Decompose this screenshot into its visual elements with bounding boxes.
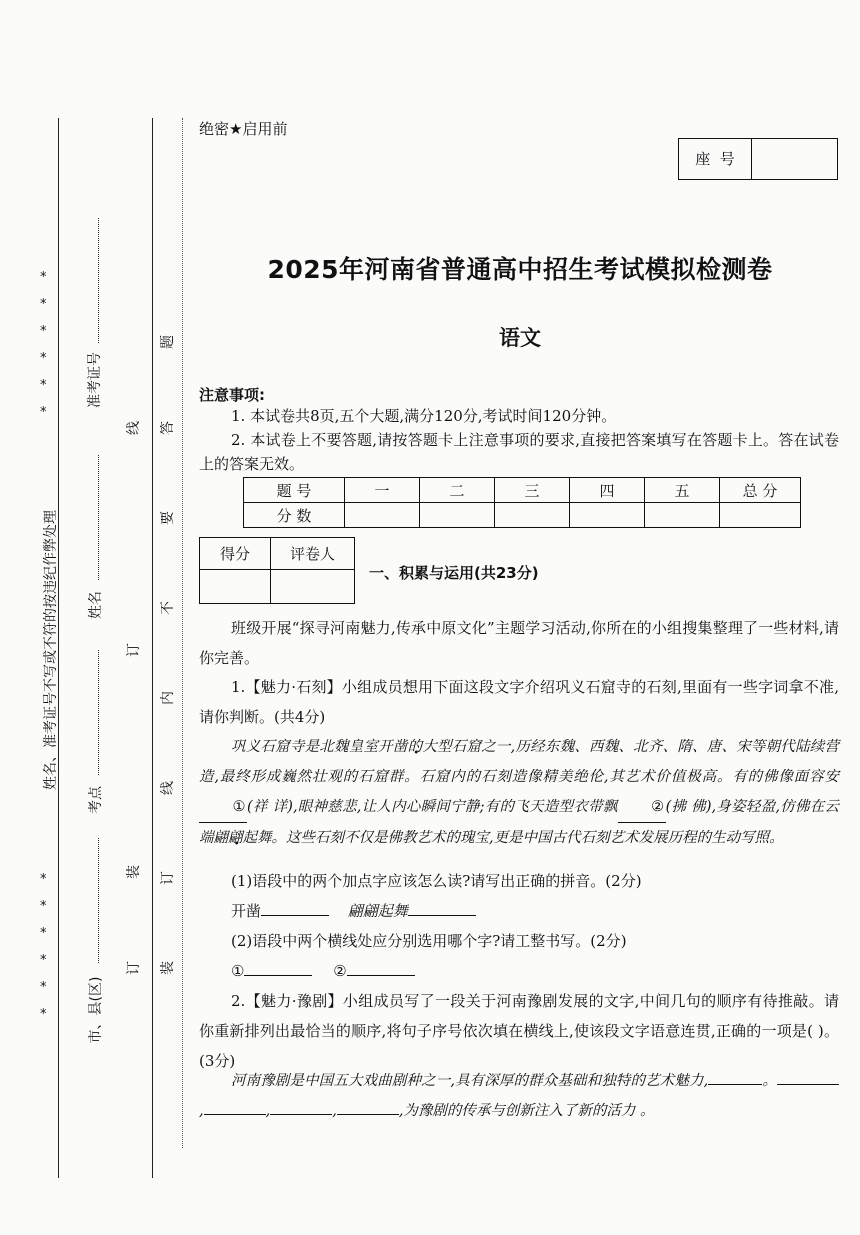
choice-1: (祥 详) bbox=[247, 799, 293, 815]
seat-number-label: 座 号 bbox=[679, 139, 752, 179]
binding-star: * bbox=[40, 405, 47, 420]
score-cell bbox=[495, 503, 570, 528]
answer-label: ① bbox=[231, 962, 245, 980]
score-cell bbox=[420, 503, 495, 528]
binding-star: * bbox=[40, 1007, 47, 1022]
binding-star: * bbox=[40, 324, 47, 339]
binding-star: * bbox=[40, 351, 47, 366]
score-cell bbox=[345, 503, 420, 528]
passage-text: 巩义石窟寺是北魏皇室开 bbox=[231, 739, 393, 755]
binding-char: 要 bbox=[160, 511, 176, 525]
binding-star: * bbox=[40, 899, 47, 914]
exam-site-line bbox=[98, 650, 99, 775]
score-table-header: 一 bbox=[345, 478, 420, 503]
passage-text: 的大型石窟之一,历经东魏、西魏、北齐、隋、唐、宋等朝代陆续营造,最终形成巍然壮观的石窟群。石窟内的石刻造像精美绝伦,其艺术价值极高。有的佛像面容安 bbox=[199, 739, 840, 785]
name-label: 姓名 bbox=[88, 591, 104, 619]
confidential-mark: 绝密★启用前 bbox=[199, 120, 288, 138]
passage-text: ,身姿轻盈,仿佛在云端 bbox=[199, 799, 839, 846]
blank-1: ① bbox=[199, 792, 247, 823]
binding-star: * bbox=[40, 872, 47, 887]
notes-item-1: 1. 本试卷共8页,五个大题,满分120分,考试时间120分钟。 bbox=[231, 407, 617, 425]
binding-char: 不 bbox=[160, 601, 176, 615]
binding-rule-inner bbox=[152, 118, 153, 1178]
score-cell bbox=[720, 503, 801, 528]
score-cell bbox=[570, 503, 645, 528]
section-heading: 一、积累与运用(共23分) bbox=[369, 564, 539, 582]
question-1-sub-1-answers bbox=[231, 896, 476, 926]
order-blank bbox=[270, 1114, 332, 1115]
binding-char: 答 bbox=[160, 421, 176, 435]
binding-char: 装 bbox=[126, 865, 142, 879]
passage-text: 翩起舞。这些石刻不仅是佛教艺术的瑰宝,更是中国古代石刻艺术发展历程的生动写照。 bbox=[228, 830, 784, 846]
exam-number-label: 准考证号 bbox=[87, 352, 103, 408]
city-label: 市、县(区) bbox=[88, 976, 104, 1044]
order-blank bbox=[204, 1114, 266, 1115]
score-table-header: 四 bbox=[570, 478, 645, 503]
score-table-header: 三 bbox=[495, 478, 570, 503]
binding-char: 装 bbox=[160, 961, 176, 975]
order-blank bbox=[777, 1084, 839, 1085]
activity-intro: 班级开展“探寻河南魅力,传承中原文化”主题学习活动,你所在的小组搜集整理了一些材料,请你完善。 bbox=[199, 619, 839, 667]
seat-number-box bbox=[678, 138, 838, 180]
binding-star: * bbox=[40, 270, 47, 285]
grader-box bbox=[199, 537, 355, 604]
grader-score-label: 得分 bbox=[200, 538, 271, 570]
binding-star: * bbox=[40, 980, 47, 995]
binding-char: 订 bbox=[160, 871, 176, 885]
binding-warning: 姓名、准考证号不写或不符的按违纪作弊处理 bbox=[43, 510, 59, 790]
answer-blank bbox=[347, 975, 415, 976]
notes-item-2: 2. 本试卷上不要答题,请按答题卡上注意事项的要求,直接把答案填写在答题卡上。答在试卷上的答案无效。 bbox=[199, 431, 839, 473]
answer-blank bbox=[408, 915, 476, 916]
binding-star: * bbox=[40, 297, 47, 312]
blank-2: ② bbox=[618, 792, 666, 823]
binding-char: 线 bbox=[126, 421, 142, 435]
answer-label: 翩翩起舞 bbox=[347, 902, 408, 920]
score-table bbox=[243, 477, 801, 528]
dotted-char: 凿 bbox=[392, 739, 408, 755]
page-title: 2025年河南省普通高中招生考试模拟检测卷 bbox=[267, 255, 773, 284]
name-line bbox=[98, 455, 99, 580]
passage-text: ,为豫剧的传承与创新注入了新的活力 。 bbox=[398, 1103, 655, 1119]
passage-text: 河南豫剧是中国五大戏曲剧种之一,具有深厚的群众基础和独特的艺术魅力, bbox=[231, 1073, 709, 1089]
order-blank bbox=[708, 1084, 762, 1085]
question-2-label: 2.【魅力·豫剧】小组成员写了一段关于河南豫剧发展的文字,中间几句的顺序有待推敲。请你重新排列出最恰当的顺序,将句子序号依次填在横线上,使该段文字语意连贯,正确的一项是( )。(3分) bbox=[199, 992, 839, 1070]
question-1-sub-2: (2)语段中两个横线处应分别选用哪个字?请工整书写。(2分) bbox=[231, 932, 627, 950]
answer-blank bbox=[244, 975, 312, 976]
binding-char: 内 bbox=[160, 691, 176, 705]
binding-star: * bbox=[40, 378, 47, 393]
binding-char: 题 bbox=[160, 335, 176, 349]
answer-blank bbox=[261, 915, 329, 916]
exam-site-label: 考点 bbox=[88, 786, 104, 814]
grader-name-label: 评卷人 bbox=[271, 538, 355, 570]
binding-char: 订 bbox=[126, 961, 142, 975]
binding-star: * bbox=[40, 926, 47, 941]
grader-score-cell bbox=[200, 570, 271, 604]
question-2-passage: 河南豫剧是中国五大戏曲剧种之一,具有深厚的群众基础和独特的艺术魅力, 。, , , ,为豫剧的传承与创新注入了新的活力 。 bbox=[199, 1066, 839, 1126]
binding-rule-dotted bbox=[182, 118, 183, 1148]
binding-char: 订 bbox=[126, 643, 142, 657]
city-line bbox=[98, 838, 99, 963]
choice-2: (拂 佛) bbox=[665, 799, 712, 815]
question-1-label: 1.【魅力·石刻】小组成员想用下面这段文字介绍巩义石窟寺的石刻,里面有一些字词拿不准,请你判断。(共4分) bbox=[199, 678, 839, 726]
answer-label: ② bbox=[333, 962, 347, 980]
notes-heading: 注意事项: bbox=[199, 386, 265, 404]
binding-char: 线 bbox=[160, 781, 176, 795]
order-blank bbox=[337, 1114, 399, 1115]
score-table-header: 总 分 bbox=[720, 478, 801, 503]
answer-label: 开凿 bbox=[231, 902, 262, 920]
score-table-header: 二 bbox=[420, 478, 495, 503]
grader-name-cell bbox=[271, 570, 355, 604]
question-1-sub-2-answers bbox=[231, 956, 415, 986]
score-cell bbox=[645, 503, 720, 528]
question-1-sub-1: (1)语段中的两个加点字应该怎么读?请写出正确的拼音。(2分) bbox=[231, 872, 642, 890]
score-table-header: 五 bbox=[645, 478, 720, 503]
exam-number-line bbox=[98, 218, 99, 343]
score-table-row-label: 分 数 bbox=[244, 503, 345, 528]
subject-title: 语文 bbox=[499, 326, 541, 350]
question-1-passage bbox=[199, 732, 839, 853]
score-table-header: 题 号 bbox=[244, 478, 345, 503]
passage-text: ,眼神慈悲,让人内心瞬间宁静;有的飞天造型衣带飘 bbox=[292, 799, 618, 815]
dotted-char: 翩 bbox=[213, 830, 228, 846]
binding-star: * bbox=[40, 953, 47, 968]
